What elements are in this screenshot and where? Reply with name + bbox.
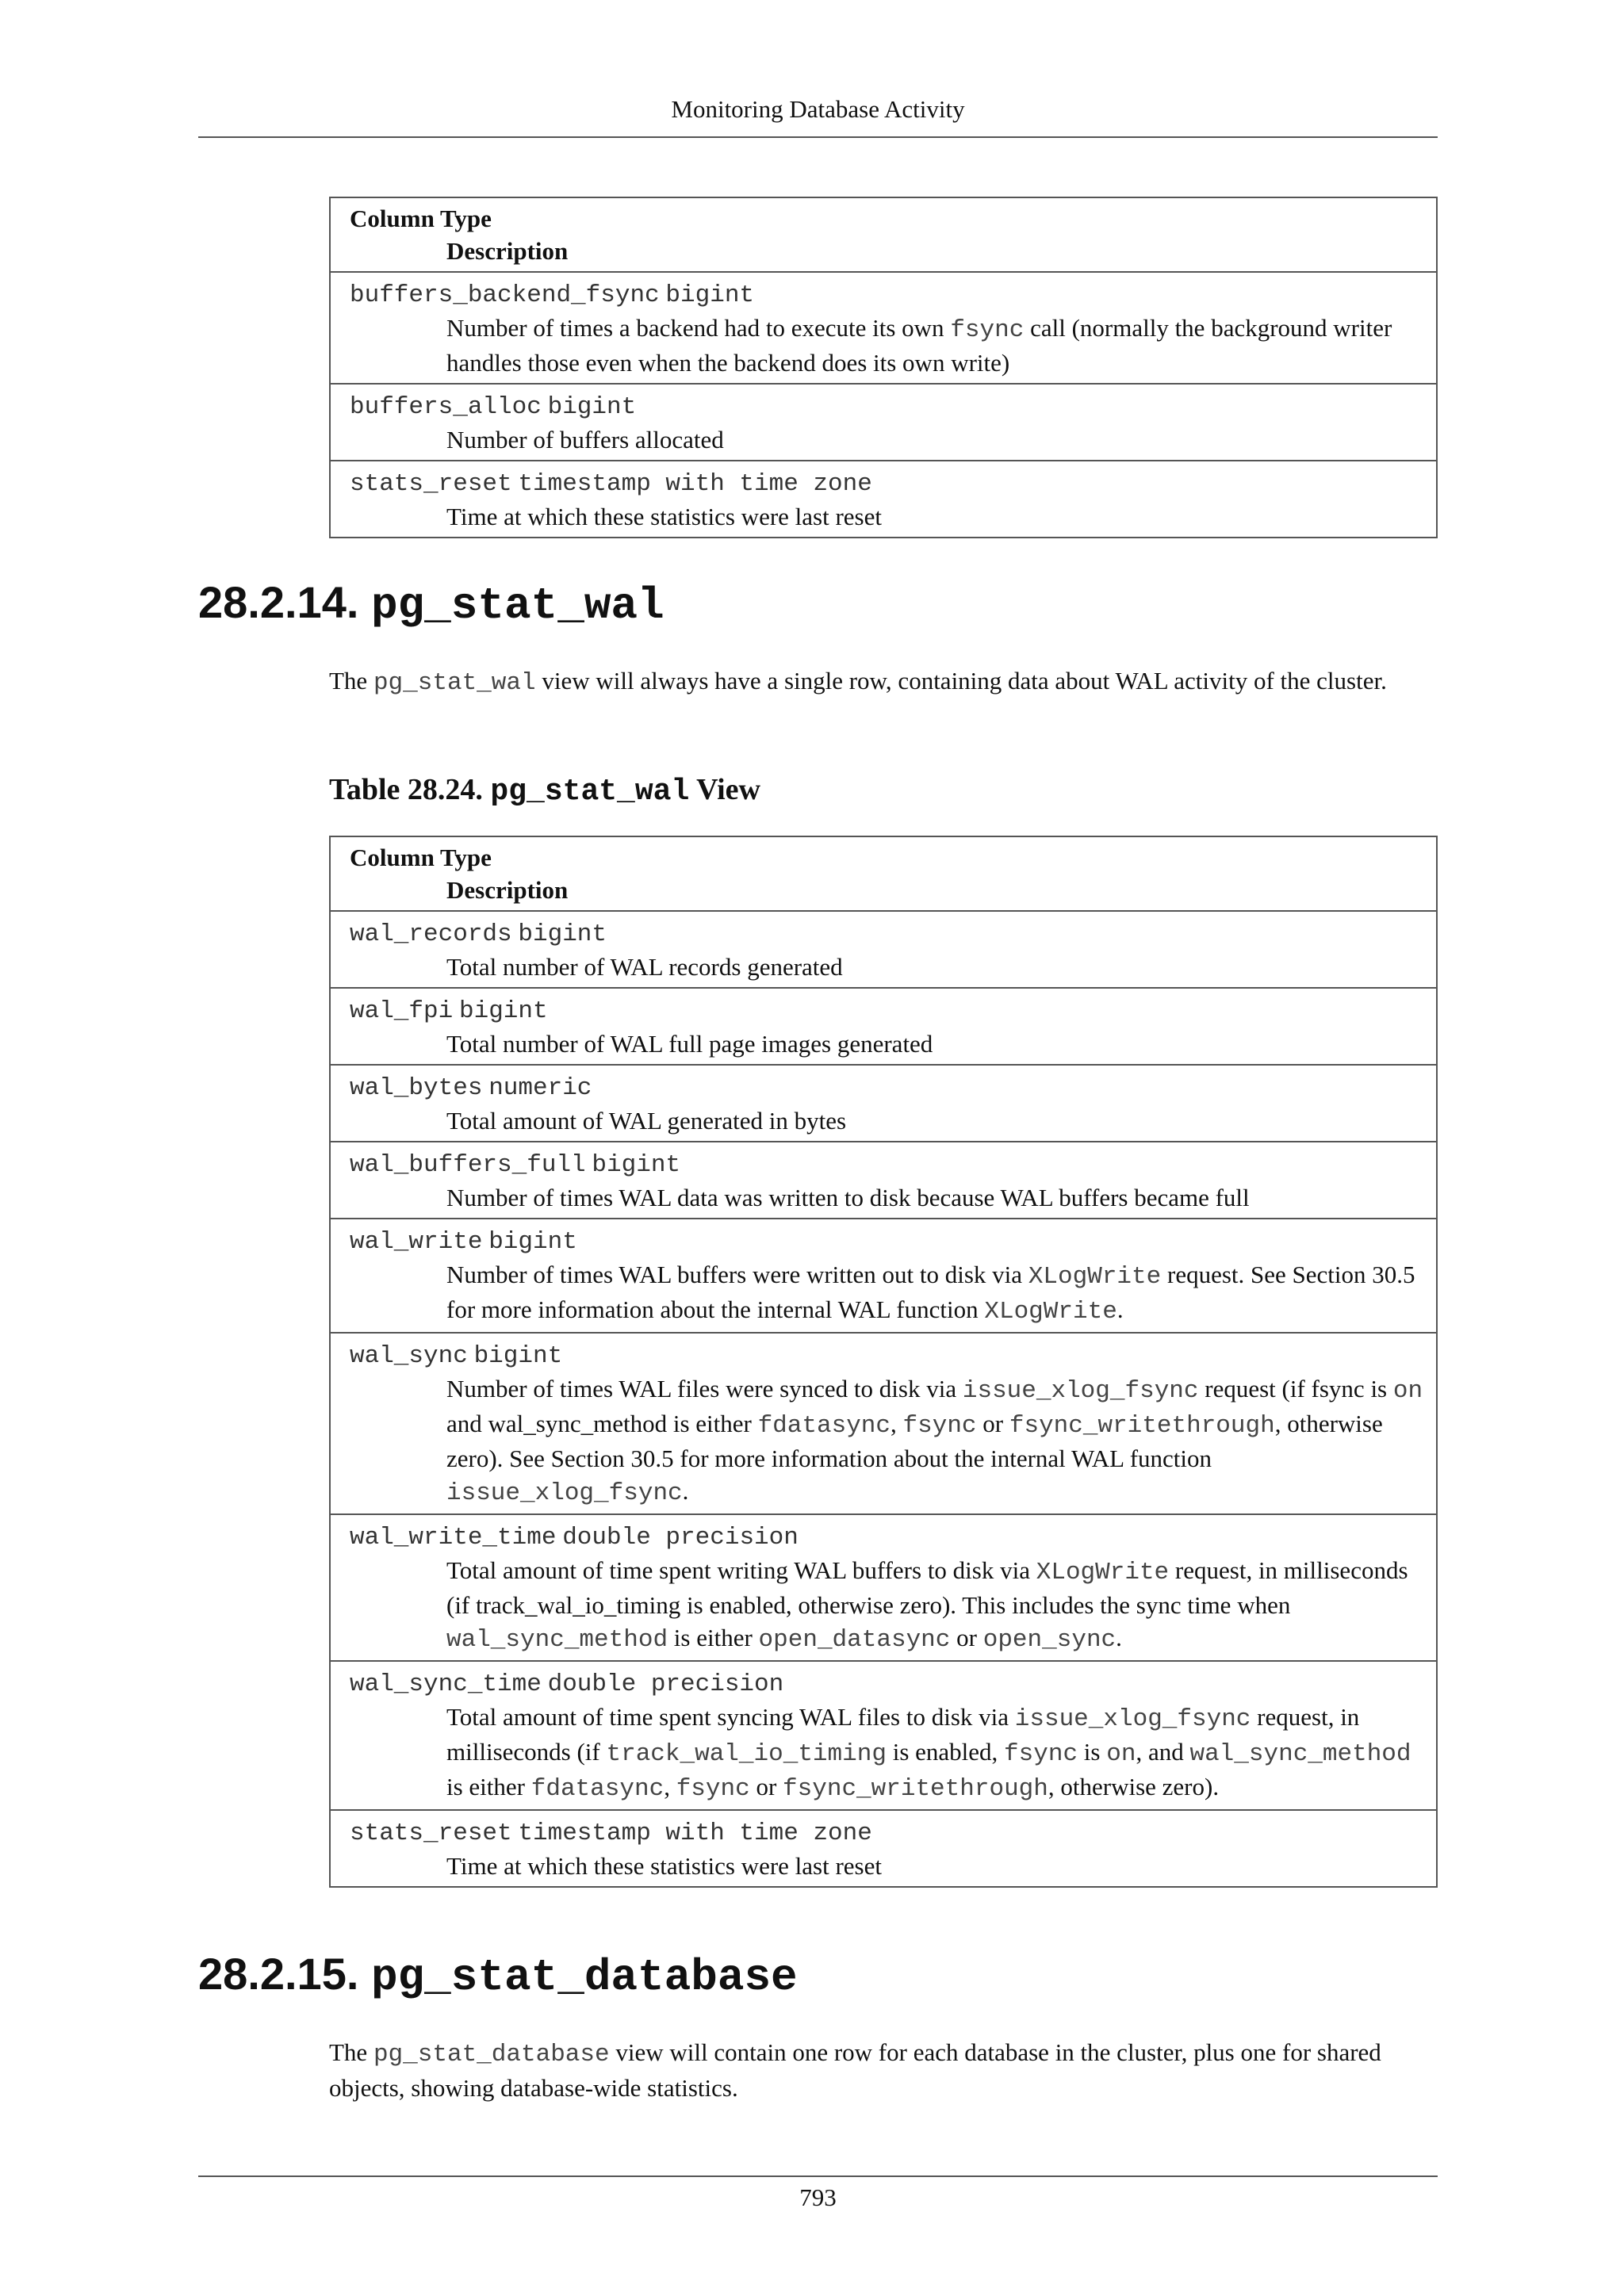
table-row (330, 1333, 1437, 1514)
text-run: Number of buffers allocated (446, 426, 724, 453)
text-run: or (976, 1410, 1009, 1437)
column-type: bigint (518, 920, 607, 948)
section-intro-paragraph (329, 2036, 1438, 2105)
inline-code: fsync (950, 316, 1025, 344)
description-header: Description (446, 876, 569, 904)
table-row (330, 1514, 1437, 1661)
section-name: pg_stat_wal (370, 580, 665, 631)
inline-code: open_datasync (758, 1626, 951, 1654)
text-run: request (if fsync is (1198, 1375, 1393, 1402)
text-run: and wal_sync_method is either (446, 1410, 758, 1437)
column-description (350, 423, 1428, 456)
text-run: Time at which these statistics were last reset (446, 503, 882, 530)
column-description (350, 1850, 1428, 1882)
text-run: , and (1136, 1738, 1190, 1766)
table-row (330, 1142, 1437, 1219)
column-name: wal_sync (350, 1342, 468, 1370)
column-name: wal_fpi (350, 997, 454, 1025)
text-run: request, in milliseconds (if track_wal_io_timing is enabled, otherwise zero). This includes the sync time when (446, 1556, 1408, 1619)
table-header-row (330, 197, 1437, 272)
table-row (330, 1219, 1437, 1333)
text-run: view will always have a single row, containing data about WAL activity of the cluster. (535, 667, 1387, 695)
text-run: request, in milliseconds (if (446, 1703, 1360, 1766)
inline-code: fsync (1004, 1740, 1078, 1768)
inline-code: pg_stat_database (373, 2041, 610, 2068)
text-run: Number of times WAL data was written to disk because WAL buffers became full (446, 1184, 1250, 1211)
section-heading-pg-stat-wal (198, 576, 665, 633)
text-run: , (891, 1410, 903, 1437)
table-row (330, 272, 1437, 384)
inline-code: wal_sync_method (446, 1626, 668, 1654)
inline-code: XLogWrite (1028, 1263, 1162, 1291)
column-name: buffers_backend_fsync (350, 281, 660, 309)
column-type: bigint (488, 1228, 577, 1256)
text-run: Number of times a backend had to execute its own (446, 314, 951, 342)
table-row (330, 1065, 1437, 1142)
inline-code: pg_stat_wal (373, 669, 536, 697)
section-number: 28.2.14. (198, 577, 359, 627)
column-name: wal_write (350, 1228, 483, 1256)
column-name: wal_buffers_full (350, 1151, 586, 1179)
inline-code: fdatasync (757, 1412, 891, 1440)
column-type: bigint (473, 1342, 563, 1370)
column-description (350, 1258, 1428, 1328)
inline-code: open_sync (982, 1626, 1116, 1654)
text-run: Number of times WAL files were synced to disk via (446, 1375, 963, 1402)
column-type: numeric (488, 1074, 592, 1102)
column-name: wal_records (350, 920, 512, 948)
running-header: Monitoring Database Activity (671, 95, 965, 123)
column-signature (350, 993, 1428, 1027)
text-run: is (1078, 1738, 1107, 1766)
column-description (350, 1372, 1428, 1510)
column-signature (350, 388, 1428, 423)
inline-code: issue_xlog_fsync (962, 1377, 1199, 1405)
column-type-header: Column Type (350, 844, 492, 871)
text-run: , otherwise zero). See Section 30.5 for more information about the internal WAL function (446, 1410, 1383, 1472)
pg-stat-bgwriter-table-continued (329, 197, 1438, 538)
column-signature (350, 916, 1428, 951)
text-run: , otherwise zero). (1048, 1773, 1220, 1800)
column-description (350, 1104, 1428, 1137)
column-name: wal_bytes (350, 1074, 483, 1102)
inline-code: XLogWrite (1036, 1559, 1170, 1586)
column-signature (350, 1815, 1428, 1850)
table-row (330, 911, 1437, 988)
section-name: pg_stat_database (370, 1952, 798, 2003)
column-name: wal_sync_time (350, 1670, 542, 1698)
column-signature (350, 1519, 1428, 1554)
inline-code: fdatasync (530, 1775, 665, 1803)
pg-stat-wal-table (329, 836, 1438, 1888)
text-run: , (664, 1773, 676, 1800)
column-description (350, 500, 1428, 533)
column-description (350, 951, 1428, 983)
text-run: Total amount of time spent syncing WAL files to disk via (446, 1703, 1015, 1731)
inline-code: on (1392, 1377, 1423, 1405)
text-run: The (329, 667, 373, 695)
inline-code: wal_sync_method (1189, 1740, 1411, 1768)
page-number: 793 (799, 2183, 837, 2211)
table-caption-prefix: Table 28.24. (329, 773, 483, 806)
text-run: view will contain one row for each database in the cluster, plus one for shared objects, showing database-wide statistics. (329, 2038, 1381, 2102)
table-row (330, 1661, 1437, 1810)
column-type-header: Column Type (350, 205, 492, 232)
column-description (350, 312, 1428, 379)
text-run: Time at which these statistics were last reset (446, 1852, 882, 1880)
column-description (350, 1027, 1428, 1060)
column-type: timestamp with time zone (518, 470, 872, 498)
column-type: double precision (547, 1670, 784, 1698)
section-intro-paragraph (329, 664, 1438, 700)
inline-code: issue_xlog_fsync (1014, 1705, 1251, 1733)
column-signature (350, 277, 1428, 312)
inline-code: fsync_writethrough (1009, 1412, 1275, 1440)
inline-code: issue_xlog_fsync (446, 1479, 683, 1507)
column-description (350, 1554, 1428, 1656)
text-run: is either (446, 1773, 531, 1800)
column-description (350, 1181, 1428, 1214)
text-run: Number of times WAL buffers were written out to disk via (446, 1261, 1028, 1288)
column-type: bigint (458, 997, 548, 1025)
table-caption-suffix: View (696, 773, 760, 806)
column-name: stats_reset (350, 1820, 512, 1847)
column-type: timestamp with time zone (518, 1820, 872, 1847)
text-run: or (749, 1773, 783, 1800)
text-run: . (1116, 1295, 1124, 1323)
inline-code: fsync (676, 1775, 750, 1803)
header-rule (198, 136, 1438, 138)
table-row (330, 461, 1437, 538)
column-type: double precision (562, 1524, 799, 1552)
column-signature (350, 1337, 1428, 1372)
text-run: . (1116, 1624, 1122, 1651)
table-row (330, 988, 1437, 1065)
column-description (350, 1701, 1428, 1805)
description-header: Description (446, 237, 569, 265)
text-run: or (950, 1624, 983, 1651)
text-run: is enabled, (886, 1738, 1005, 1766)
section-number: 28.2.15. (198, 1949, 359, 1999)
text-run: request. See Section 30.5 for more information about the internal WAL function (446, 1261, 1415, 1323)
text-run: The (329, 2038, 373, 2066)
footer-rule (198, 2175, 1438, 2177)
text-run: call (normally the background writer handles those even when the backend does its own write) (446, 314, 1392, 377)
text-run: Total number of WAL records generated (446, 953, 843, 981)
column-signature (350, 465, 1428, 500)
text-run: . (682, 1477, 689, 1505)
text-run: Total amount of time spent writing WAL buffers to disk via (446, 1556, 1036, 1584)
table-row (330, 1810, 1437, 1887)
column-type: bigint (665, 281, 755, 309)
inline-code: XLogWrite (984, 1298, 1117, 1326)
column-type: bigint (592, 1151, 681, 1179)
column-type: bigint (547, 393, 637, 421)
table-header-row (330, 836, 1437, 911)
column-signature (350, 1070, 1428, 1104)
inline-code: on (1106, 1740, 1136, 1768)
table-caption (329, 771, 760, 811)
table-caption-code: pg_stat_wal (490, 775, 690, 809)
column-name: wal_write_time (350, 1524, 557, 1552)
text-run: Total number of WAL full page images generated (446, 1030, 933, 1058)
column-signature (350, 1146, 1428, 1181)
text-run: is either (668, 1624, 759, 1651)
column-name: stats_reset (350, 470, 512, 498)
inline-code: track_wal_io_timing (606, 1740, 887, 1768)
inline-code: fsync_writethrough (783, 1775, 1048, 1803)
section-heading-pg-stat-database (198, 1947, 798, 2004)
column-signature (350, 1666, 1428, 1701)
column-name: buffers_alloc (350, 393, 542, 421)
inline-code: fsync (902, 1412, 977, 1440)
table-row (330, 384, 1437, 461)
text-run: Total amount of WAL generated in bytes (446, 1107, 847, 1135)
column-signature (350, 1223, 1428, 1258)
